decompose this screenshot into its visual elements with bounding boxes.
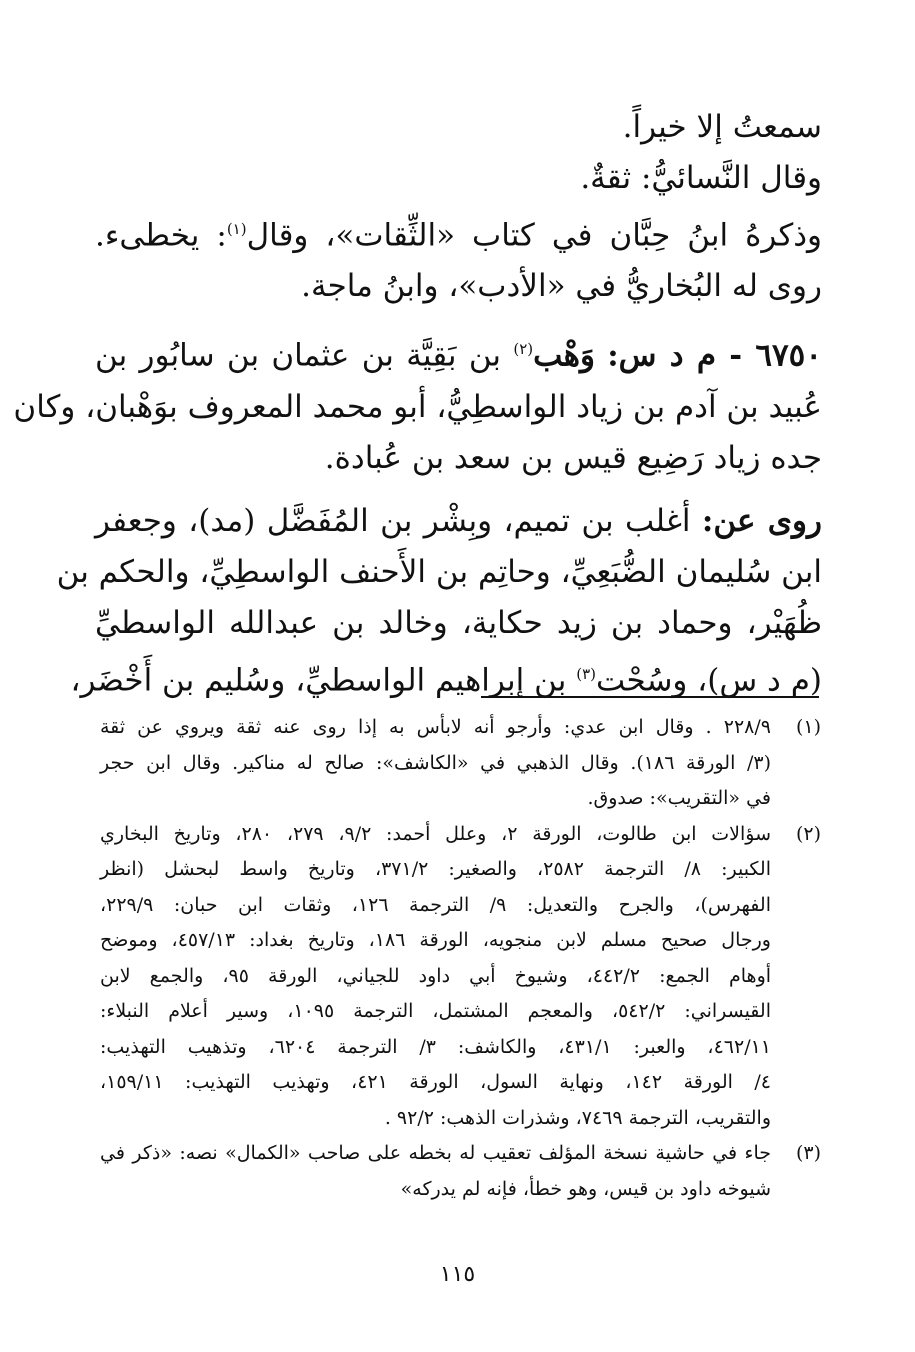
text-line: ابن سُليمان الضُّبَعِيِّ، وحاتِم بن الأَحنف الواسطِيِّ، والحكم بن — [56, 553, 822, 590]
footnote-line: الفهرس)، والجرح والتعديل: ٩/ الترجمة ١٢٦، وثقات ابن حبان: ٢٢٩/٩، — [100, 893, 771, 916]
text-line — [95, 204, 822, 261]
text-line: جده زياد رَضِيع قيس بن سعد بن عُبادة. — [324, 439, 822, 476]
footnote-line: جاء في حاشية نسخة المؤلف تعقيب له بخطه على صاحب «الكمال» نصه: «ذكر في — [100, 1142, 771, 1164]
footnote-marker[interactable]: (٣) — [576, 664, 596, 683]
footnote-number: (٢) — [795, 822, 821, 845]
footnote-line: ٤/ الورقة ١٤٢، ونهاية السول، الورقة ٤٢١، وتهذيب التهذيب: ١٥٩/١١، — [100, 1071, 772, 1093]
paragraph-gap — [95, 312, 822, 324]
footnote-line: أوهام الجمع: ٤٤٢/٢، وشيوخ أبي داود للجياني، الورقة ٩٥، والجمع لابن — [100, 964, 772, 987]
footnote-line: سؤالات ابن طالوت، الورقة ٢، وعلل أحمد: ٩/٢، ٢٧٩، ٢٨٠، وتاريخ البخاري — [100, 822, 772, 845]
entry-name: وَهْب — [533, 337, 595, 374]
text-line: وقال النَّسائيُّ: ثقةٌ. — [580, 160, 822, 196]
text-segment: بن بَقِيَّة بن عثمان بن سابُور بن — [95, 337, 502, 374]
text-segment: (م د س)، وسُحْت — [596, 661, 822, 698]
text-line: سمعتُ إلا خيراً. — [622, 109, 822, 145]
footnotes — [100, 710, 821, 1207]
entry-heading-line — [95, 324, 822, 381]
footnote-line: ورجال صحيح مسلم لابن منجويه، الورقة ١٨٦، وتاريخ بغداد: ٤٥٧/١٣، وموضح — [100, 929, 771, 951]
page-number: ١١٥ — [439, 1262, 476, 1287]
footnote-divider — [481, 696, 819, 698]
footnote-line: الكبير: ٨/ الترجمة ٢٥٨٢، والصغير: ٣٧١/٢، وتاريخ واسط لبحشل (انظر — [100, 858, 771, 880]
footnote-body — [100, 817, 771, 1137]
footnote-line: في «التقريب»: صدوق. — [587, 787, 771, 809]
footnote — [100, 710, 821, 817]
footnote — [100, 817, 821, 1137]
text-segment: وذكرهُ ابنُ حِبَّان في كتاب «الثِّقات»، وقال — [246, 217, 823, 254]
text-segment: أغلب بن تميم، وبِشْر بن المُفَضَّل (مد)، وجعفر — [95, 502, 691, 539]
text-line: ظُهَيْر، وحماد بن زيد حكاية، وخالد بن عبدالله الواسطيِّ — [95, 604, 822, 641]
footnote-number: (١) — [795, 716, 821, 738]
section-label: روى عن: — [701, 502, 822, 539]
entry-number: ٦٧٥٠ - م د س: — [607, 337, 822, 374]
text-segment: بن إبراهيم الواسطيِّ، وسُليم بن أَخْضَر، — [70, 661, 567, 698]
text-segment: : يخطىء. — [95, 217, 227, 254]
footnote — [100, 1136, 821, 1207]
footnote-line: شيوخه داود بن قيس، وهو خطأ، فإنه لم يدركه» — [400, 1177, 771, 1200]
text-line: عُبيد بن آدم بن زياد الواسطِيُّ، أبو محمد المعروف بوَهْبان، وكان — [13, 388, 822, 425]
footnote-body — [100, 710, 771, 817]
footnote-body — [100, 1136, 771, 1207]
text-line — [95, 496, 822, 547]
main-text — [13, 102, 823, 706]
paragraph-gap — [95, 484, 822, 496]
footnote-line: القيسراني: ٥٤٢/٢، والمعجم المشتمل، الترجمة ١٠٩٥، وسير أعلام النبلاء: — [100, 1000, 771, 1022]
footnote-line: ٢٢٨/٩ . وقال ابن عدي: وأرجو أنه لابأس به إذا روى عنه ثقة ويروي عن ثقة — [100, 716, 771, 738]
footnote-number: (٣) — [795, 1142, 821, 1164]
footnote-marker[interactable]: (٢) — [513, 340, 534, 359]
footnote-line: (٣/ الورقة ١٨٦). وقال الذهبي في «الكاشف»: صالح له مناكير. وقال ابن حجر — [100, 751, 771, 774]
footnote-marker[interactable]: (١) — [226, 220, 247, 238]
footnote-line: والتقريب، الترجمة ٧٤٦٩، وشذرات الذهب: ٩٢/٢ . — [384, 1106, 771, 1129]
text-line: روى له البُخاريُّ في «الأدب»، وابنُ ماجة. — [301, 268, 822, 305]
footnote-line: ٤٦٢/١١، والعبر: ٤٣١/١، والكاشف: ٣/ الترجمة ٦٢٠٤، وتذهيب التهذيب: — [100, 1035, 772, 1058]
